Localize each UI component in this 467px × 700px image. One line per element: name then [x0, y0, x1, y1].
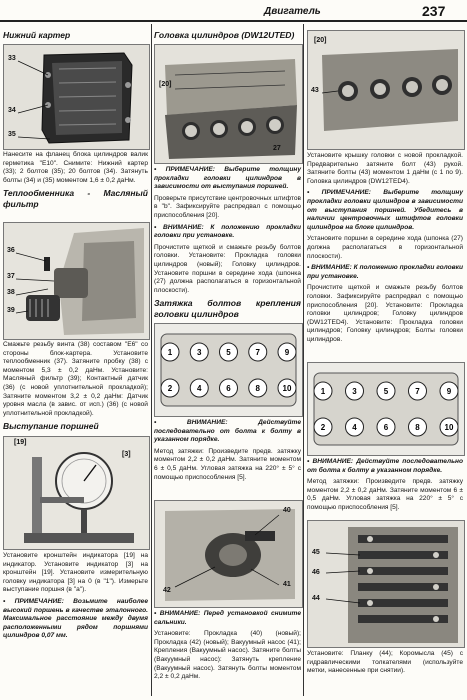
callout-label: 35	[8, 131, 16, 138]
figure-dial-indicator	[3, 436, 150, 550]
right-text-2	[307, 458, 463, 513]
bolt-number: 9	[446, 387, 452, 396]
bolt-sequence-diagram	[155, 324, 302, 416]
section-title: Головка цилиндров (DW12UTED)	[154, 30, 295, 40]
right-text-3	[307, 650, 463, 676]
figure-oil-filter	[3, 222, 150, 340]
paragraph: Метод затяжки: Произведите предв. затяжку моментом 2,2 ± 0,2 даНм. Затяните моментом 6 ± 0,5 даНм. Угловая затяжка на 220° ± 5° с помощью приспособления [5].	[154, 447, 301, 481]
bolt-sequence-diagram	[308, 363, 464, 455]
bolt-number: 10	[282, 384, 292, 393]
right-text-1	[307, 152, 463, 344]
callout-label: [3]	[122, 451, 131, 458]
callout-label: 41	[283, 581, 291, 588]
bolt-number: 4	[352, 423, 357, 432]
column-divider	[151, 24, 152, 696]
callout-label: [20]	[314, 37, 327, 44]
figure-rocker-arms	[307, 520, 465, 648]
chapter-title: Двигатель	[264, 6, 321, 17]
note: • ВНИМАНИЕ: К положению прокладки головки при установке.	[154, 223, 301, 240]
bolt-number: 2	[320, 423, 326, 432]
callout-label: 36	[7, 247, 15, 254]
head-cover-illustration	[308, 31, 464, 149]
bolt-number: 3	[352, 387, 357, 396]
callout-label: 27	[273, 145, 281, 152]
bolt-number: 4	[197, 384, 202, 393]
bolt-number: 10	[444, 423, 454, 432]
paragraph: Проверьте присутствие центровочных штифтов в "b". Зафиксируйте распредвал с помощью приспособления [20].	[154, 194, 301, 219]
bolt-number: 9	[284, 348, 290, 357]
paragraph: Установите: Планку (44); Коромысла (45) с гидравлическими толкателями (используйте метки, нанесенные при снятии).	[307, 650, 463, 675]
bolt-number: 6	[383, 423, 389, 432]
callout-label: 33	[8, 55, 16, 62]
figure-head-cover	[307, 30, 465, 150]
column-divider	[303, 24, 304, 696]
paragraph: Установите поршни в середине хода (шпонка (27) должна располагаться в горизонтальной плоскости).	[307, 235, 463, 260]
page-number: 237	[422, 3, 446, 19]
rocker-arms-illustration	[308, 521, 464, 647]
paragraph: Смажьте резьбу винта (38) составом "E6" со стороны блок-картера. Установите теплообменник (37). Затяните пробку (38) с моментом 5,3 ± 0,2 даНм. Установите: Масляный фильтр (39); Контактный датчик (36) (с новой уплотнительной прокладкой); Затяните моментом 3,2 ± 0,2 даНм: Датчик уровня масла (в завис. от исп.) (36) (с новой уплотнительной прокладкой).	[3, 341, 148, 417]
section-title: Нижний картер	[3, 30, 71, 40]
paragraph: Нанесите на фланец блока цилиндров валик герметика "E10". Снимите: Нижний картер (33); 2 болтов (35); 20 болтов (34). Затянуть болты (34) и (35) моментом 1,6 ± 0,2 даНм.	[3, 151, 148, 184]
left-text-3	[3, 552, 148, 641]
middle-text-1	[154, 166, 301, 320]
bolt-number: 1	[320, 387, 326, 396]
callout-label: 39	[7, 307, 15, 314]
note: • ВНИМАНИЕ: К положению прокладки головки при установке.	[307, 264, 463, 280]
callout-label: 44	[312, 595, 320, 602]
callout-label: [20]	[159, 81, 172, 88]
section-title: Выступание поршней	[3, 421, 99, 432]
note: • ВНИМАНИЕ: Перед установкой снимите сальники.	[154, 610, 301, 626]
middle-text-2	[154, 419, 301, 482]
callout-label: [19]	[14, 439, 27, 446]
section-title: Затяжка болтов крепления головки цилиндров	[154, 298, 301, 320]
section-title: Теплообменника - Масляный фильтр	[3, 188, 148, 210]
bolt-number: 7	[415, 387, 420, 396]
paragraph: Установите кронштейн индикатора [19] на индикатор. Установите индикатор [3] на кронштейн [19]. Установите измерительную головку индикатора [3] на 0 (в "1"). Измерьте выступание поршня (в "a").	[3, 552, 148, 594]
figure-bolt-sequence	[154, 323, 303, 417]
left-column	[3, 30, 148, 41]
callout-label: 38	[7, 289, 15, 296]
left-text-1	[3, 151, 148, 210]
bolt-number: 3	[197, 348, 202, 357]
page-header	[0, 0, 467, 22]
bolt-number: 1	[167, 348, 173, 357]
oil-filter-illustration	[4, 223, 149, 339]
callout-label: 46	[312, 569, 320, 576]
note: • ПРИМЕЧАНИЕ: Возьмите наиболее высокий поршень в качестве эталонного. Максимальное расстояние между двумя расположенными рядом поршнями цилиндров 0,07 мм.	[3, 597, 148, 640]
paragraph: Метод затяжки: Произведите предв. затяжку моментом 2,2 ± 0,2 даНм. Затяните моментом 6 ± 0,5 даНм. Угловая затяжка на 220° ± 5° с помощью приспособления [5].	[307, 478, 463, 511]
header-rule	[0, 20, 467, 22]
oil-pan-illustration	[4, 45, 149, 149]
figure-cylinder-head	[154, 44, 303, 164]
vacuum-pump-illustration	[155, 501, 302, 607]
figure-oil-pan	[3, 44, 150, 150]
bolt-number: 2	[167, 384, 173, 393]
bolt-number: 8	[415, 423, 420, 432]
bolt-number: 8	[255, 384, 260, 393]
figure-bolt-sequence-2	[307, 362, 465, 456]
callout-label: 34	[8, 107, 16, 114]
note: • ВНИМАНИЕ: Действуйте последовательно от болта к болту в указанном порядке.	[154, 419, 301, 444]
note: • ВНИМАНИЕ: Действуйте последовательно от болта к болту в указанном порядке.	[307, 458, 463, 474]
callout-label: 40	[283, 507, 291, 514]
callout-label: 43	[311, 87, 319, 94]
left-text-2	[3, 341, 148, 432]
paragraph: Установите крышку головки с новой прокладкой. Предварительно затяните болт (43) рукой. Затяните болты (43) моментом 1 даНм (с 1 по 9). Головка цилиндров (DW12TED4).	[307, 152, 463, 185]
bolt-number: 5	[383, 387, 389, 396]
bolt-number: 6	[226, 384, 231, 393]
middle-column	[154, 30, 301, 41]
bolt-number: 7	[255, 348, 260, 357]
paragraph: Установите: Прокладка (40) (новый); Прокладка (42) (новый); Вакуумный насос (41); Крепления (Вакуумный насос). Затяните болты (Вакуумный насос): Затянуть крепление (Вакуумный насос). Затянуть болты моментом 2,2 ± 0,2 даНм.	[154, 630, 301, 681]
middle-text-3	[154, 610, 301, 682]
figure-vacuum-pump	[154, 500, 303, 608]
callout-label: 37	[7, 273, 15, 280]
bolt-number: 5	[226, 348, 231, 357]
callout-label: 42	[163, 587, 171, 594]
paragraph: Прочистите щеткой и смажьте резьбу болтов головки. Зафиксируйте распредвал с помощью приспособления [20]. Установите: Прокладка головки цилиндров; Головку цилиндров (DW12TED4). Установите: Прокладка головки цилиндров; Головку цилиндров; Болты головки цилиндров.	[307, 284, 463, 343]
paragraph: Прочистите щеткой и смажьте резьбу болтов головки. Установите: Прокладка головки цилиндров (новый); Головку цилиндров. Установите поршни в середине хода (шпонка (27) должна располагаться в горизонтальной плоскости).	[154, 243, 301, 294]
note: • ПРИМЕЧАНИЕ: Выберите толщину прокладки головки цилиндров в зависимости от выступания поршней.	[154, 166, 301, 191]
note: • ПРИМЕЧАНИЕ: Выберите толщину прокладки головки цилиндров в зависимости от выступания поршней. Убедитесь в наличии центровочных штифтов головки цилиндров на блоке цилиндров.	[307, 189, 463, 231]
callout-label: 45	[312, 549, 320, 556]
